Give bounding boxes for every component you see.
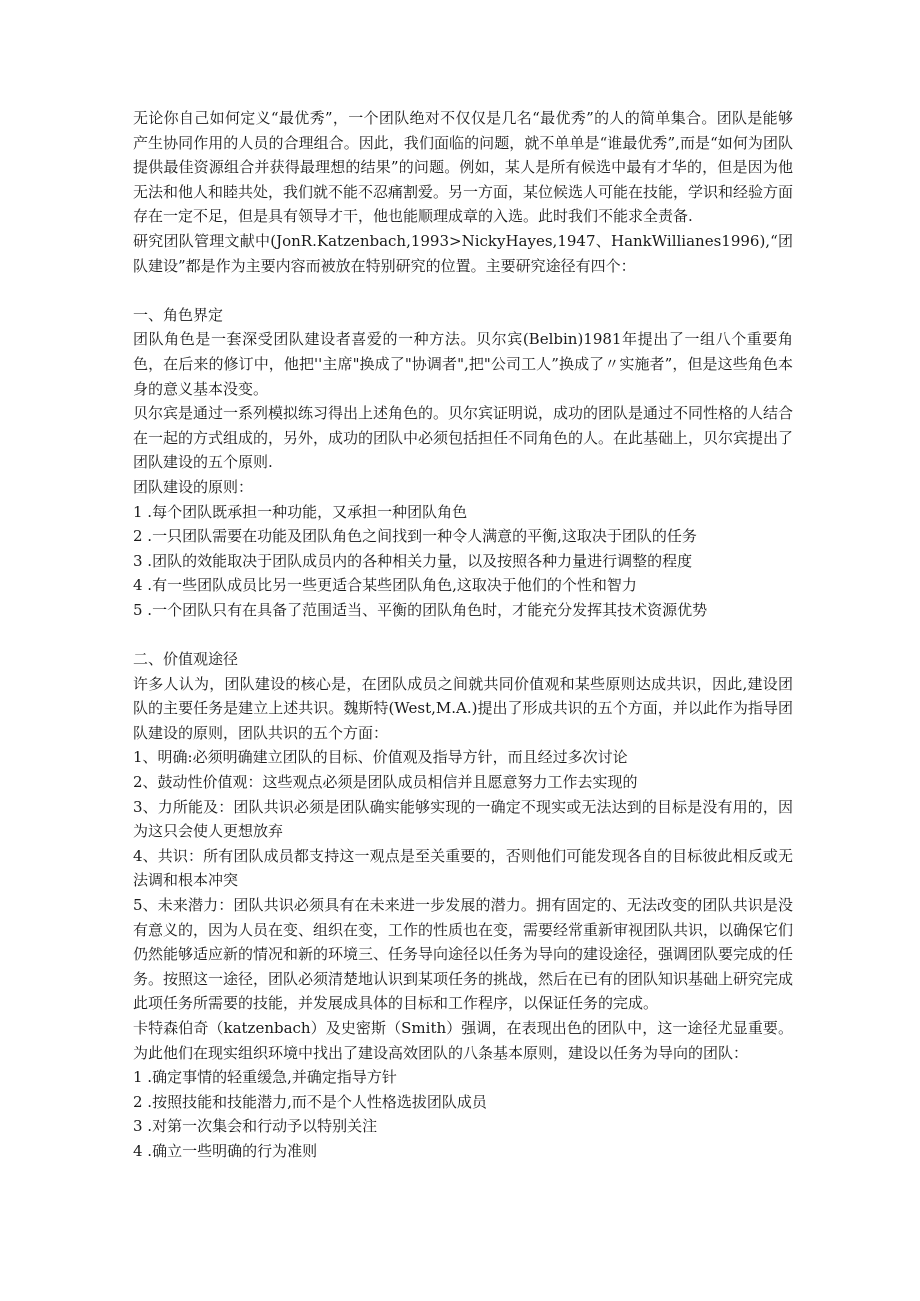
consensus-item: 5、未来潜力：团队共识必须具有在未来进一步发展的潜力。拥有固定的、无法改变的团队共识是没有意义的，因为人员在变、组织在变，工作的性质也在变，需要经常重新审视团队共识，以确保它们仍然能够适应新的情况和新的环境三、任务导向途径以任务为导向的建设途径，强调团队要完成的任务。按照这一途径，团队必须清楚地认识到某项任务的挑战，然后在已有的团队知识基础上研究完成此项任务所需要的技能，并发展成具体的目标和工作程序，以保证任务的完成。 — [133, 896, 794, 1013]
section-heading-role-definition: 一、角色界定 — [133, 305, 224, 324]
values-paragraph: 许多人认为，团队建设的核心是，在团队成员之间就共同价值观和某些原则达成共识，因此,建设团队的主要任务是建立上述共识。魏斯特(West,M.A.)提出了形成共识的五个方面，并以此作为指导团队建设的原则，团队共识的五个方面： — [133, 674, 793, 742]
spacer — [133, 622, 793, 647]
research-paragraph: 研究团队管理文献中(JonR.Katzenbach,1993>NickyHayes,1947、HankWillianes1996),“团队建设”都是作为主要内容而被放在特别研究的位置。主要研究途径有四个： — [133, 231, 793, 275]
task-principle-item: 1 .确定事情的轻重缓急,并确定指导方针 — [133, 1068, 397, 1087]
task-principle-item: 4 .确立一些明确的行为准则 — [133, 1141, 318, 1160]
principle-item: 1 .每个团队既承担一种功能，又承担一种团队角色 — [133, 502, 468, 521]
document-body — [133, 106, 793, 1164]
consensus-item: 2、鼓动性价值观：这些观点必须是团队成员相信并且愿意努力工作去实现的 — [133, 773, 638, 792]
task-principle-item: 3 .对第一次集会和行动予以特别关注 — [133, 1117, 378, 1136]
task-principle-item: 2 .按照技能和技能潜力,而不是个人性格选拔团队成员 — [133, 1092, 487, 1111]
belbin-paragraph: 团队角色是一套深受团队建设者喜爱的一种方法。贝尔宾(Belbin)1981年提出了一组八个重要角色，在后来的修订中，他把''主席"换成了"协调者",把"公司工人”换成了〃实施者”，但是这些角色本身的意义基本没变。 — [133, 330, 793, 398]
spacer — [133, 278, 793, 303]
intro-paragraph: 无论你自己如何定义“最优秀”，一个团队绝对不仅仅是几名“最优秀”的人的简单集合。团队是能够产生协同作用的人员的合理组合。因此，我们面临的问题，就不单单是“谁最优秀”,而是“如何为团队提供最佳资源组合并获得最理想的结果”的问题。例如，某人是所有候选中最有才华的，但是因为他无法和他人和睦共处，我们就不能不忍痛割爱。另一方面，某位候选人可能在技能，学识和经验方面存在一定不足，但是具有领导才干，他也能顺理成章的入选。此时我们不能求全责备. — [133, 109, 794, 226]
principles-label: 团队建设的原则： — [133, 477, 254, 496]
section-heading-values-approach: 二、价值观途径 — [133, 650, 239, 669]
belbin-proof-paragraph: 贝尔宾是通过一系列模拟练习得出上述角色的。贝尔宾证明说，成功的团队是通过不同性格的人结合在一起的方式组成的，另外，成功的团队中必须包括担任不同角色的人。在此基础上，贝尔宾提出了团队建设的五个原则. — [133, 404, 794, 472]
principle-item: 3 .团队的效能取决于团队成员内的各种相关力量，以及按照各种力量进行调整的程度 — [133, 551, 693, 570]
principle-item: 5 .一个团队只有在具备了范围适当、平衡的团队角色时，才能充分发挥其技术资源优势 — [133, 600, 708, 619]
consensus-item: 1、明确:必须明确建立团队的目标、价值观及指导方针，而且经过多次讨论 — [133, 748, 628, 767]
principle-item: 2 .一只团队需要在功能及团队角色之间找到一种令人满意的平衡,这取决于团队的任务 — [133, 527, 697, 546]
consensus-item: 3、力所能及：团队共识必须是团队确实能够实现的一确定不现实或无法达到的目标是没有用的，因为这只会使人更想放弃 — [133, 797, 793, 841]
principle-item: 4 .有一些团队成员比另一些更适合某些团队角色,这取决于他们的个性和智力 — [133, 576, 637, 595]
katzenbach-paragraph: 卡特森伯奇（katzenbach）及史密斯（Smith）强调，在表现出色的团队中，这一途径尤显重要。为此他们在现实组织环境中找出了建设高效团队的八条基本原则，建设以任务为导向的团队： — [133, 1018, 793, 1062]
consensus-item: 4、共识：所有团队成员都支持这一观点是至关重要的，否则他们可能发现各自的目标彼此相反或无法调和根本冲突 — [133, 846, 793, 890]
